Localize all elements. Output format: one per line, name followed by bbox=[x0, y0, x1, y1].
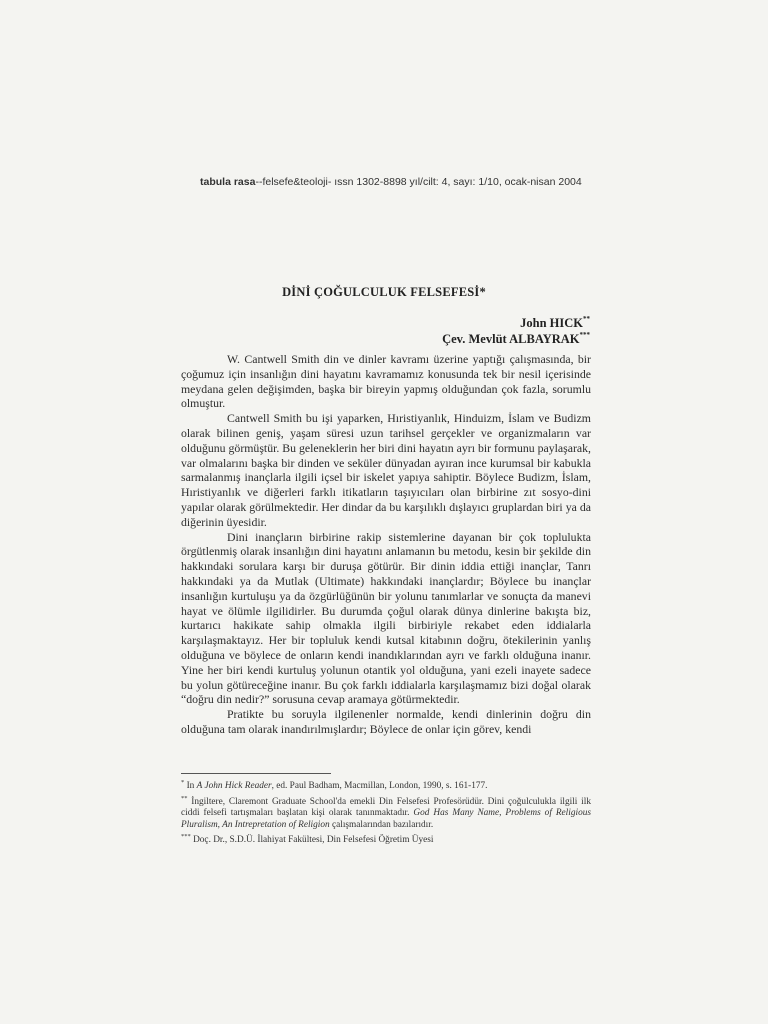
footnote-text: İngiltere, Claremont Graduate School'da emekli Din Felsefesi Profesörüdür. Dini çoğulculukla ilgili ilk ciddi felsefi tartışmaları başlatan kişi olarak tanınmaktadır. bbox=[181, 796, 591, 818]
footnote-text: Doç. Dr., S.D.Ü. İlahiyat Fakültesi, Din Felsefesi Öğretim Üyesi bbox=[190, 835, 434, 845]
author-footnote-mark: ** bbox=[583, 315, 590, 323]
footnote-mark: ** bbox=[181, 794, 188, 802]
translator-name-text: Çev. Mevlüt ALBAYRAK bbox=[442, 332, 580, 346]
article-title: DİNİ ÇOĞULCULUK FELSEFESİ* bbox=[282, 285, 486, 299]
journal-header bbox=[200, 176, 620, 188]
paragraph: W. Cantwell Smith din ve dinler kavramı üzerine yaptığı çalışmasında, bir çoğumuz için insanlığın dini hayatını kavramamız konusunda tek bir nesil içerisinde meydana gelen değişimden, başka bir bireyin yapmış olduğundan çok fazla, sorumlu olmuştur. bbox=[181, 352, 591, 411]
footnote-text: , ed. Paul Badham, Macmillan, London, 1990, s. 161-177. bbox=[271, 781, 488, 791]
footnote-text: çalışmalarından bazılarıdır. bbox=[329, 819, 434, 830]
footnote-3 bbox=[181, 831, 591, 847]
author-name bbox=[520, 315, 590, 331]
journal-name: tabula rasa bbox=[200, 176, 256, 188]
footnote-text: In bbox=[184, 781, 197, 791]
paragraph: Pratikte bu soruyla ilgilenenler normalde, kendi dinlerinin doğru din olduğuna tam olarak inandırılmışlardır; Böylece de onlar için görev, kendi bbox=[181, 707, 591, 736]
footnote-2 bbox=[181, 793, 591, 832]
footnote-1 bbox=[181, 777, 591, 793]
footnote-mark: * bbox=[181, 779, 185, 786]
author-name-text: John HICK bbox=[520, 316, 583, 330]
footnote-book-titles: God Has Many Name, Problems of Religious Pluralism, An Intrepretation of Religion bbox=[181, 808, 591, 830]
footnotes bbox=[181, 777, 591, 847]
journal-info: --felsefe&teoloji- ıssn 1302-8898 yıl/cilt: 4, sayı: 1/10, ocak-nisan 2004 bbox=[255, 176, 582, 188]
translator-footnote-mark: *** bbox=[579, 331, 590, 339]
footnote-mark: *** bbox=[181, 833, 191, 840]
article-body bbox=[181, 352, 591, 737]
paragraph: Dini inançların birbirine rakip sistemlerine dayanan bir çok toplulukta örgütlenmiş olarak insanlığın dini hayatını anlamanın bu metodu, kesin bir şekilde din hakkındaki sorulara karşı bir duruşa götürür. Bir dinin iddia ettiği inançlar, Tanrı hakkındaki ya da Mutlak (Ultimate) hakkındaki inançlardır; Böylece bu inançlar insanlığın kurtuluşu ya da özgürlüğünün bir yolunu tanımlarlar ve sonuçta da manevi hayat ve ölümle ilgilidirler. Bu durumda çoğul olarak dünya dinlerine bakışta biz, kurtarıcı hakikate sahip olmakla ilgili birbiriyle rekabet eden iddialarla karşılaşmaktayız. Her bir topluluk kendi kutsal kitabının doğru, ötekilerinin yanlış olduğuna ve böylece de onların kendi inandıklarından ayrı ve farklı olduğuna inanır. Yine her biri kendi kurtuluş yolunun otantik yol olduğuna, yani ezeli inayete sadece bu yolun götüreceğine inanır. Bu çok farklı iddialarla karşılaşmamız bizi doğal olarak “doğru din nedir?” sorusuna cevap aramaya götürmektedir. bbox=[181, 529, 591, 707]
footnote-separator bbox=[181, 773, 331, 774]
footnote-book-title: A John Hick Reader bbox=[196, 781, 272, 791]
paragraph: Cantwell Smith bu işi yaparken, Hıristiyanlık, Hinduizm, İslam ve Budizm olarak bilinen geniş, yaşam süresi uzun tarihsel gerçekler ve organizmaların var olduğunu görmüştür. Bu geleneklerin her biri dini hayatın ayrı bir formunu paylaşarak, var olmalarını başka bir dinden ve seküler dünyadan ayıran ince kurumsal bir kabukla sarmalanmış inançlarla ilgili içsel bir iskelet yapıya sahiptir. Böylece Budizm, İslam, Hıristiyanlık ve diğerleri farklı itikatların taşıyıcıları olan birbirine zıt sosyo-dini yapılar olarak görülmektedir. Her dindar da bu karşılıklı dışlayıcı gruplardan biri ya da diğerinin üyesidir. bbox=[181, 411, 591, 529]
translator-name bbox=[442, 331, 590, 347]
